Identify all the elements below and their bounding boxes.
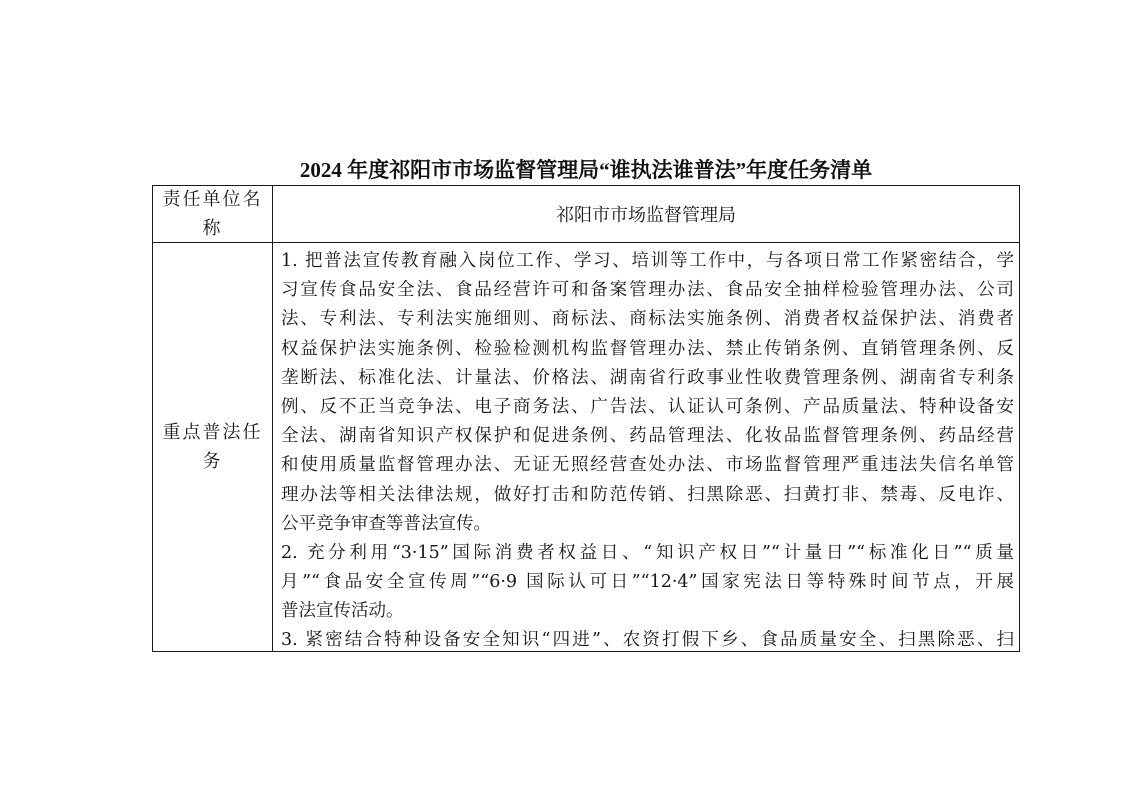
responsible-unit-label: 责任单位名称 — [162, 189, 263, 239]
task-line: 和使用质量监督管理办法、无证无照经营查处办法、市场监督管理严重违法失信名单管 — [281, 455, 1014, 476]
task-line: 公平竞争审查等普法宣传。 — [281, 513, 491, 534]
task-line: 习宣传食品安全法、食品经营许可和备案管理办法、食品安全抽样检验管理办法、公司 — [281, 280, 1014, 301]
task-table — [152, 185, 1020, 652]
task-line: 法、专利法、专利法实施细则、商标法、商标法实施条例、消费者权益保护法、消费者 — [281, 309, 1014, 330]
responsible-unit-value-cell — [273, 186, 1019, 243]
task-line: 垄断法、标准化法、计量法、价格法、湖南省行政事业性收费管理条例、湖南省专利条 — [281, 367, 1014, 388]
task-line: 普法宣传活动。 — [281, 601, 404, 622]
responsible-unit-value: 祁阳市市场监督管理局 — [556, 205, 736, 226]
task-line: 月”“食品安全宣传周”“6·9 国际认可日”“12·4”国家宪法日等特殊时间节点，开展 — [281, 572, 1014, 593]
key-task-content — [273, 243, 1019, 651]
responsible-unit-label-cell — [153, 186, 273, 243]
task-line: 全法、湖南省知识产权保护和促进条例、药品管理法、化妆品监督管理条例、药品经营 — [281, 426, 1014, 447]
task-line: 2. 充分利用“3·15”国际消费者权益日、“知识产权日”“计量日”“标准化日”“质量 — [281, 542, 1014, 563]
task-line: 理办法等相关法律法规，做好打击和防范传销、扫黑除恶、扫黄打非、禁毒、反电诈、 — [281, 484, 1014, 505]
task-line: 权益保护法实施条例、检验检测机构监督管理办法、禁止传销条例、直销管理条例、反 — [281, 338, 1014, 359]
task-line: 3. 紧密结合特种设备安全知识“四进”、农资打假下乡、食品质量安全、扫黑除恶、扫 — [281, 630, 1014, 651]
key-task-label-cell — [153, 243, 273, 651]
task-line: 例、反不正当竞争法、电子商务法、广告法、认证认可条例、产品质量法、特种设备安 — [281, 396, 1014, 417]
task-line: 1. 把普法宣传教育融入岗位工作、学习、培训等工作中，与各项日常工作紧密结合，学 — [281, 251, 1014, 271]
document-title: 2024 年度祁阳市市场监督管理局“谁执法谁普法”年度任务清单 — [299, 158, 873, 182]
key-task-label: 重点普法任务 — [162, 422, 263, 472]
